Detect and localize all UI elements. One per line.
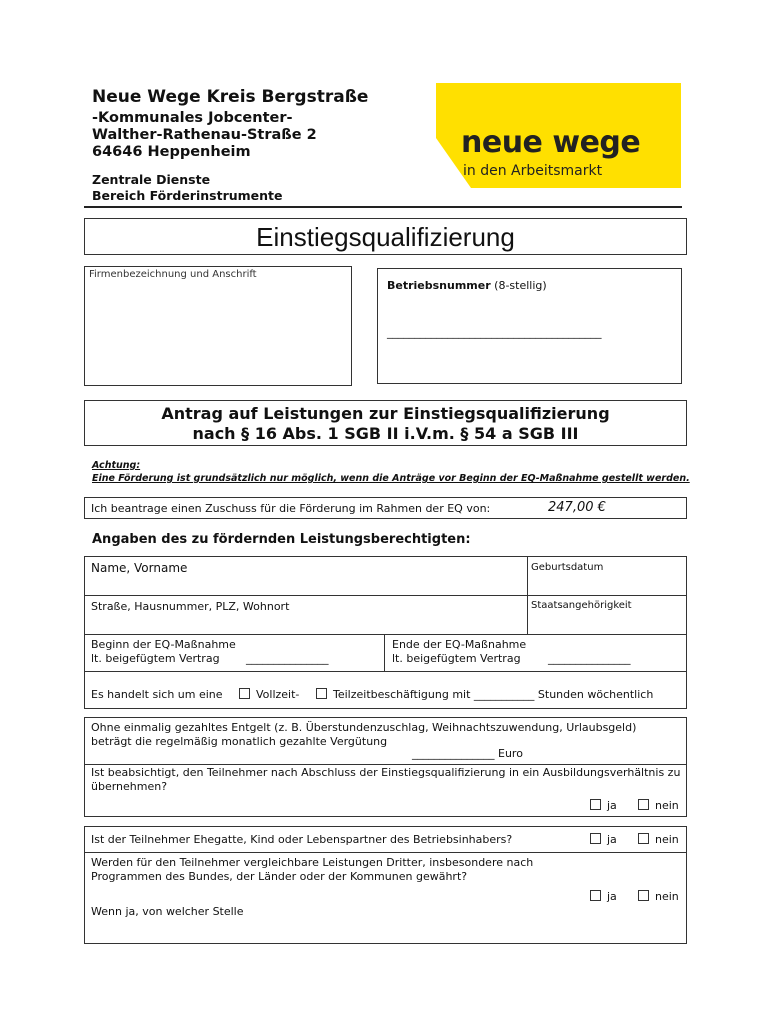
org-street: Walther-Rathenau-Straße 2 xyxy=(92,127,317,143)
strasse-field[interactable]: Straße, Hausnummer, PLZ, Wohnort xyxy=(91,600,290,613)
ehegatte-ja-checkbox[interactable] xyxy=(590,833,601,844)
antrag-box xyxy=(84,400,687,446)
betriebsnummer-label: Betriebsnummer (8-stellig) xyxy=(387,279,547,292)
teilzeit-checkbox[interactable] xyxy=(316,688,327,699)
ehegatte-nein[interactable]: nein xyxy=(638,833,679,846)
ende-label-1: Ende der EQ-Maßnahme xyxy=(392,638,527,651)
company-label: Firmenbezeichnung und Anschrift xyxy=(89,269,257,280)
beginn-label-1: Beginn der EQ-Maßnahme xyxy=(91,638,236,651)
dritte-nein-checkbox[interactable] xyxy=(638,890,649,901)
dritte-nein[interactable]: nein xyxy=(638,890,679,903)
row-divider xyxy=(84,764,687,765)
org-city: 64646 Heppenheim xyxy=(92,144,251,160)
zuschuss-amount[interactable]: 247,00 € xyxy=(548,500,606,515)
ausbildung-line2: übernehmen? xyxy=(91,780,168,793)
zuschuss-text: Ich beantrage einen Zuschuss für die Förderung im Rahmen der EQ von: xyxy=(91,502,491,515)
row-divider xyxy=(84,852,687,853)
entgelt-line2: beträgt die regelmäßig monatlich gezahlte Vergütung xyxy=(91,735,388,748)
ende-label-2: lt. beigefügtem Vertrag xyxy=(392,652,521,665)
beginn-label-2: lt. beigefügtem Vertrag xyxy=(91,652,220,665)
ehegatte-question: Ist der Teilnehmer Ehegatte, Kind oder Lebenspartner des Betriebsinhabers? xyxy=(91,833,513,846)
ausbildung-nein-checkbox[interactable] xyxy=(638,799,649,810)
ende-date-blank[interactable]: _______________ xyxy=(548,652,631,665)
header-rule xyxy=(84,206,682,208)
logo-text: neue wege xyxy=(461,125,641,160)
achtung-text: Eine Förderung ist grundsätzlich nur möglich, wenn die Anträge vor Beginn der EQ-Maßnahme gestellt werden. xyxy=(92,473,690,484)
antrag-line1: Antrag auf Leistungen zur Einstiegsqualifizierung xyxy=(161,404,610,423)
row-divider xyxy=(84,595,687,596)
beschaeftigung-label: Es handelt sich um eine xyxy=(91,688,223,701)
ehegatte-ja[interactable]: ja xyxy=(590,833,617,846)
betriebsnummer-blank[interactable]: _______________________________________ xyxy=(387,326,602,339)
row-divider xyxy=(84,634,687,635)
company-address-field[interactable] xyxy=(84,266,352,386)
neue-wege-logo xyxy=(436,83,681,188)
dritte-line1: Werden für den Teilnehmer vergleichbare Leistungen Dritter, insbesondere nach xyxy=(91,856,534,869)
entgelt-euro-field[interactable]: _______________ Euro xyxy=(412,747,523,760)
org-name: Neue Wege Kreis Bergstraße xyxy=(92,87,369,107)
title-box xyxy=(84,218,687,255)
vollzeit-option[interactable]: Vollzeit- xyxy=(239,688,299,701)
vollzeit-checkbox[interactable] xyxy=(239,688,250,699)
col-divider xyxy=(527,556,528,634)
dept-line2: Bereich Förderinstrumente xyxy=(92,188,283,203)
ausbildung-ja-checkbox[interactable] xyxy=(590,799,601,810)
antrag-line2: nach § 16 Abs. 1 SGB II i.V.m. § 54 a SGB III xyxy=(192,424,579,443)
teilzeit-option[interactable]: Teilzeitbeschäftigung mit ___________ Stunden wöchentlich xyxy=(316,688,653,701)
section-heading: Angaben des zu fördernden Leistungsberechtigten: xyxy=(92,532,471,547)
ausbildung-ja[interactable]: ja xyxy=(590,799,617,812)
org-subtitle: -Kommunales Jobcenter- xyxy=(92,110,293,126)
geburtsdatum-field[interactable]: Geburtsdatum xyxy=(531,562,604,573)
betriebsnummer-box[interactable] xyxy=(377,268,682,384)
ausbildung-nein[interactable]: nein xyxy=(638,799,679,812)
ausbildung-line1: Ist beabsichtigt, den Teilnehmer nach Abschluss der Einstiegsqualifizierung in ein Ausbildungsverhältnis zu xyxy=(91,766,681,779)
achtung-label: Achtung: xyxy=(92,460,141,471)
zuschuss-box xyxy=(84,497,687,519)
dept-line1: Zentrale Dienste xyxy=(92,172,211,187)
col-divider xyxy=(384,634,385,671)
dritte-ja[interactable]: ja xyxy=(590,890,617,903)
staat-field[interactable]: Staatsangehörigkeit xyxy=(531,600,632,611)
row-divider xyxy=(84,671,687,672)
name-field[interactable]: Name, Vorname xyxy=(91,561,188,575)
personal-data-table xyxy=(84,556,687,709)
logo-tagline: in den Arbeitsmarkt xyxy=(463,163,603,179)
ehegatte-nein-checkbox[interactable] xyxy=(638,833,649,844)
wenn-ja-field[interactable]: Wenn ja, von welcher Stelle xyxy=(91,905,244,918)
dritte-ja-checkbox[interactable] xyxy=(590,890,601,901)
dritte-line2: Programmen des Bundes, der Länder oder der Kommunen gewährt? xyxy=(91,870,468,883)
form-title: Einstiegsqualifizierung xyxy=(256,222,515,252)
entgelt-line1: Ohne einmalig gezahltes Entgelt (z. B. Überstundenzuschlag, Weihnachtszuwendung, Urlaubsgeld) xyxy=(91,721,637,734)
beginn-date-blank[interactable]: _______________ xyxy=(246,652,329,665)
